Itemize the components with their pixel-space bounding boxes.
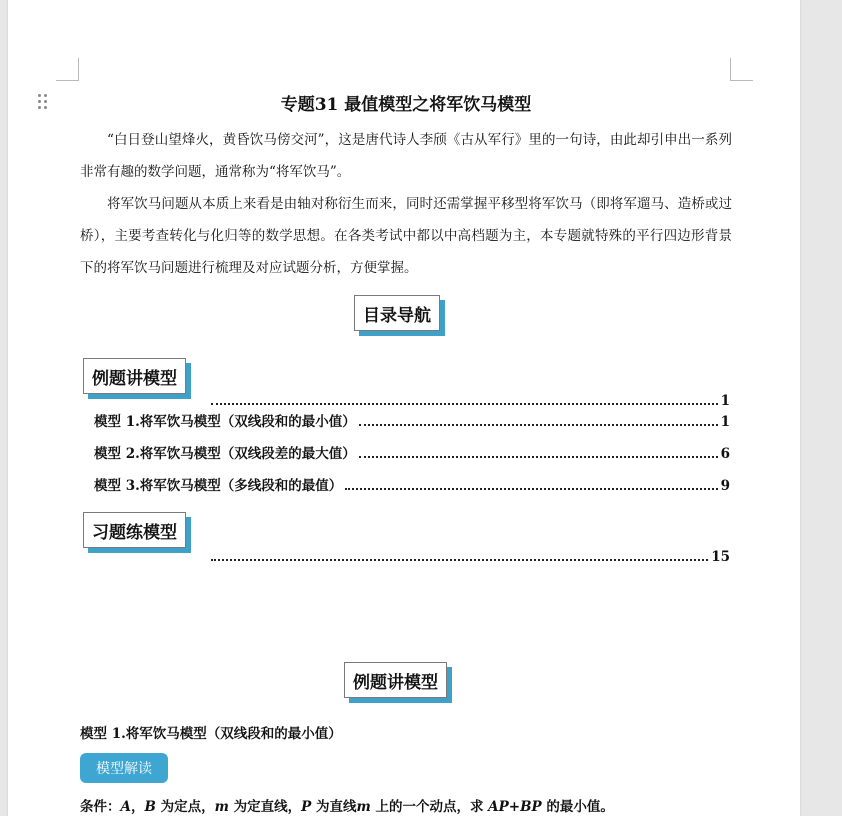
margin-corner-top-left — [56, 58, 79, 81]
toc-entry-text: 模型 2.将军饮马模型（双线段差的最大值） — [94, 446, 356, 462]
model-1-heading: 模型 1.将军饮马模型（双线段和的最小值） — [80, 726, 342, 742]
toc-entry-text: 模型 3.将军饮马模型（多线段和的最值） — [94, 478, 343, 494]
margin-corner-top-right — [730, 58, 753, 81]
toc-entry-text: 模型 1.将军饮马模型（双线段和的最小值） — [94, 414, 356, 430]
toc-entry-model-1[interactable] — [94, 412, 730, 430]
toc-section-label-exercises: 习题练模型 — [83, 512, 186, 548]
toc-page-number: 6 — [720, 446, 730, 462]
toc-page-number: 1 — [720, 414, 730, 430]
toc-page-number: 1 — [720, 393, 730, 409]
toc-entry-exercises[interactable] — [208, 547, 730, 565]
section-label-examples: 例题讲模型 — [344, 662, 447, 698]
toc-entry-examples[interactable] — [208, 391, 730, 409]
document-title: 专题31 最值模型之将军饮马模型 — [280, 95, 532, 115]
intro-paragraph-1: “白日登山望烽火，黄昏饮马傍交河”，这是唐代诗人李颀《古从军行》里的一句诗，由此却引申出一系列非常有趣的数学问题，通常称为“将军饮马”。 — [80, 132, 732, 180]
model-interpretation-badge: 模型解读 — [80, 753, 168, 783]
toc-entry-model-3[interactable] — [94, 476, 730, 494]
condition-text: 条件：A，B 为定点，m 为定直线，P 为直线m 上的一个动点，求 AP+BP 的最小值。 — [80, 799, 614, 815]
toc-section-label-examples: 例题讲模型 — [83, 358, 186, 394]
toc-heading: 目录导航 — [354, 295, 440, 331]
toc-page-number: 9 — [720, 478, 730, 494]
toc-page-number: 15 — [711, 549, 730, 565]
drag-handle-icon[interactable] — [38, 94, 48, 110]
intro-paragraph-2: 将军饮马问题从本质上来看是由轴对称衍生而来，同时还需掌握平移型将军饮马（即将军遛马、造桥或过桥），主要考查转化与化归等的数学思想。在各类考试中都以中高档题为主，本专题就特殊的平行四边形背景下的将军饮马问题进行梳理及对应试题分析，方便掌握。 — [80, 196, 732, 276]
document-page — [8, 0, 800, 816]
toc-entry-model-2[interactable] — [94, 444, 730, 462]
